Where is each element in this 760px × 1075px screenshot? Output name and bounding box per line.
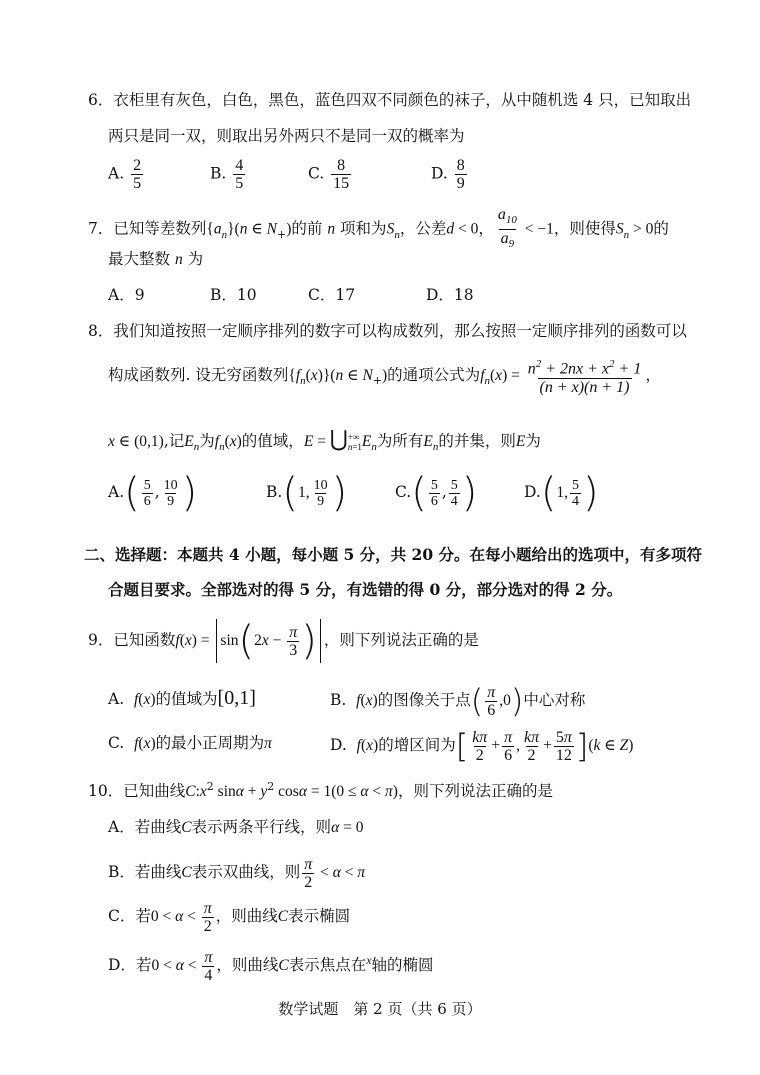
q6-option-a: A. $\frac{2}{5}$ (108, 157, 142, 192)
q7-option-c: C．17 (308, 286, 356, 304)
q7-option-d: D．18 (426, 286, 474, 304)
q9-option-b: B. f(x)的图像关于点( $\frac{\pi}{6}$ ,0)中心对称 (330, 682, 586, 720)
q6-line2: 两只是同一双，则取出另外两只不是同一双的概率为 (108, 127, 465, 145)
q8-line2: 构成函数列. 设无穷函数列$\{f_n(x)\}(n$ ∈ $N_+$)的通项公式为$f_n(x)$ = $\frac{n^2 + 2nx + x^2 + 1}{(n + x)(n + 1)}$ ， (108, 358, 661, 396)
q9-line1: 9．已知函数f(x) = sin(2x − $\frac{\pi}{3}$ ) ，则下列说法正确的是 (88, 618, 479, 664)
q7-line2: 最大整数 n 为 (108, 250, 204, 268)
q9-options-ab (108, 681, 760, 720)
q8-option-d: D.(1, $\frac{5}{4}$ ) (524, 470, 599, 516)
q8-line1: 8．我们知道按照一定顺序排列的数字可以构成数列，那么按照一定顺序排列的函数可以 (88, 322, 687, 340)
q10-option-b: B．若曲线C表示双曲线，则 $\frac{\pi}{2}$ < α < π (108, 855, 366, 891)
q8-options (108, 470, 760, 514)
q6-option-c: C. $\frac{8}{15}$ (308, 157, 350, 192)
q9-option-a: A. f(x)的值域为[0,1] (108, 687, 256, 709)
q7-line1: 7．已知等差数列$\{a_n\}(n$ ∈ $N_+$)的前 n 项和为$S_n$，公差d < 0， $\frac{a_{10}}{a_9}$ < −1，则使得$S_n > 0$的 (88, 206, 760, 244)
q8-option-c: C.( $\frac{5}{6}$ , $\frac{5}{4}$ ) (395, 470, 478, 516)
q8-option-a: A.( $\frac{5}{6}$ , $\frac{10}{9}$ ) (108, 470, 198, 516)
q6-options (108, 157, 760, 197)
q10-option-d: D．若0 < α < $\frac{\pi}{4}$ ，则曲线C表示焦点在$^x$轴的椭圆 (108, 948, 434, 984)
q6-option-b: B. $\frac{4}{5}$ (210, 157, 244, 192)
q7-option-b: B．10 (210, 286, 257, 304)
q10-option-c: C．若0 < α < $\frac{\pi}{2}$ ，则曲线C表示椭圆 (108, 899, 351, 935)
section2-line2: 合题目要求。全部选对的得 5 分，有选错的得 0 分，部分选对的得 2 分。 (108, 580, 623, 599)
q6-line1: 6．衣柜里有灰色，白色，黑色，蓝色四双不同颜色的袜子，从中随机选 4 只，已知取出 (88, 91, 692, 109)
q8-option-b: B.(1, $\frac{10}{9}$ ) (266, 470, 348, 516)
q10-line1: 10．已知曲线$C:x^2$ $\sin\alpha + y^2$ cosα = 1(0 ≤ α < π)，则下列说法正确的是 (88, 780, 553, 801)
q6-option-d: D. $\frac{8}{9}$ (431, 157, 465, 192)
q7-option-a: A．9 (108, 286, 145, 304)
page-footer: 数学试题 第 2 页（共 6 页） (278, 1000, 482, 1018)
q9-option-c: C. f(x)的最小正周期为π (108, 734, 272, 752)
q8-line3: x ∈ (0,1),记$E_n$为$f_n(x)$的值域，E = ⋃ +∞ n=1 $E_n$为所有$E_n$的并集，则E为 (108, 426, 541, 454)
q10-option-a: A．若曲线C表示两条平行线，则α = 0 (108, 818, 364, 836)
section2-line1: 二、选择题：本题共 4 小题，每小题 5 分，共 20 分。在每小题给出的选项中，有多项符 (84, 545, 703, 564)
q9-option-d: D. f(x)的增区间为[ $\frac{k\pi}{2}$ + $\frac{\pi}{6}$ , $\frac{k\pi}{2}$ + $\frac{5\pi}{12}$ ](k ∈ Z) (330, 727, 634, 765)
q9-options-cd (108, 726, 760, 765)
